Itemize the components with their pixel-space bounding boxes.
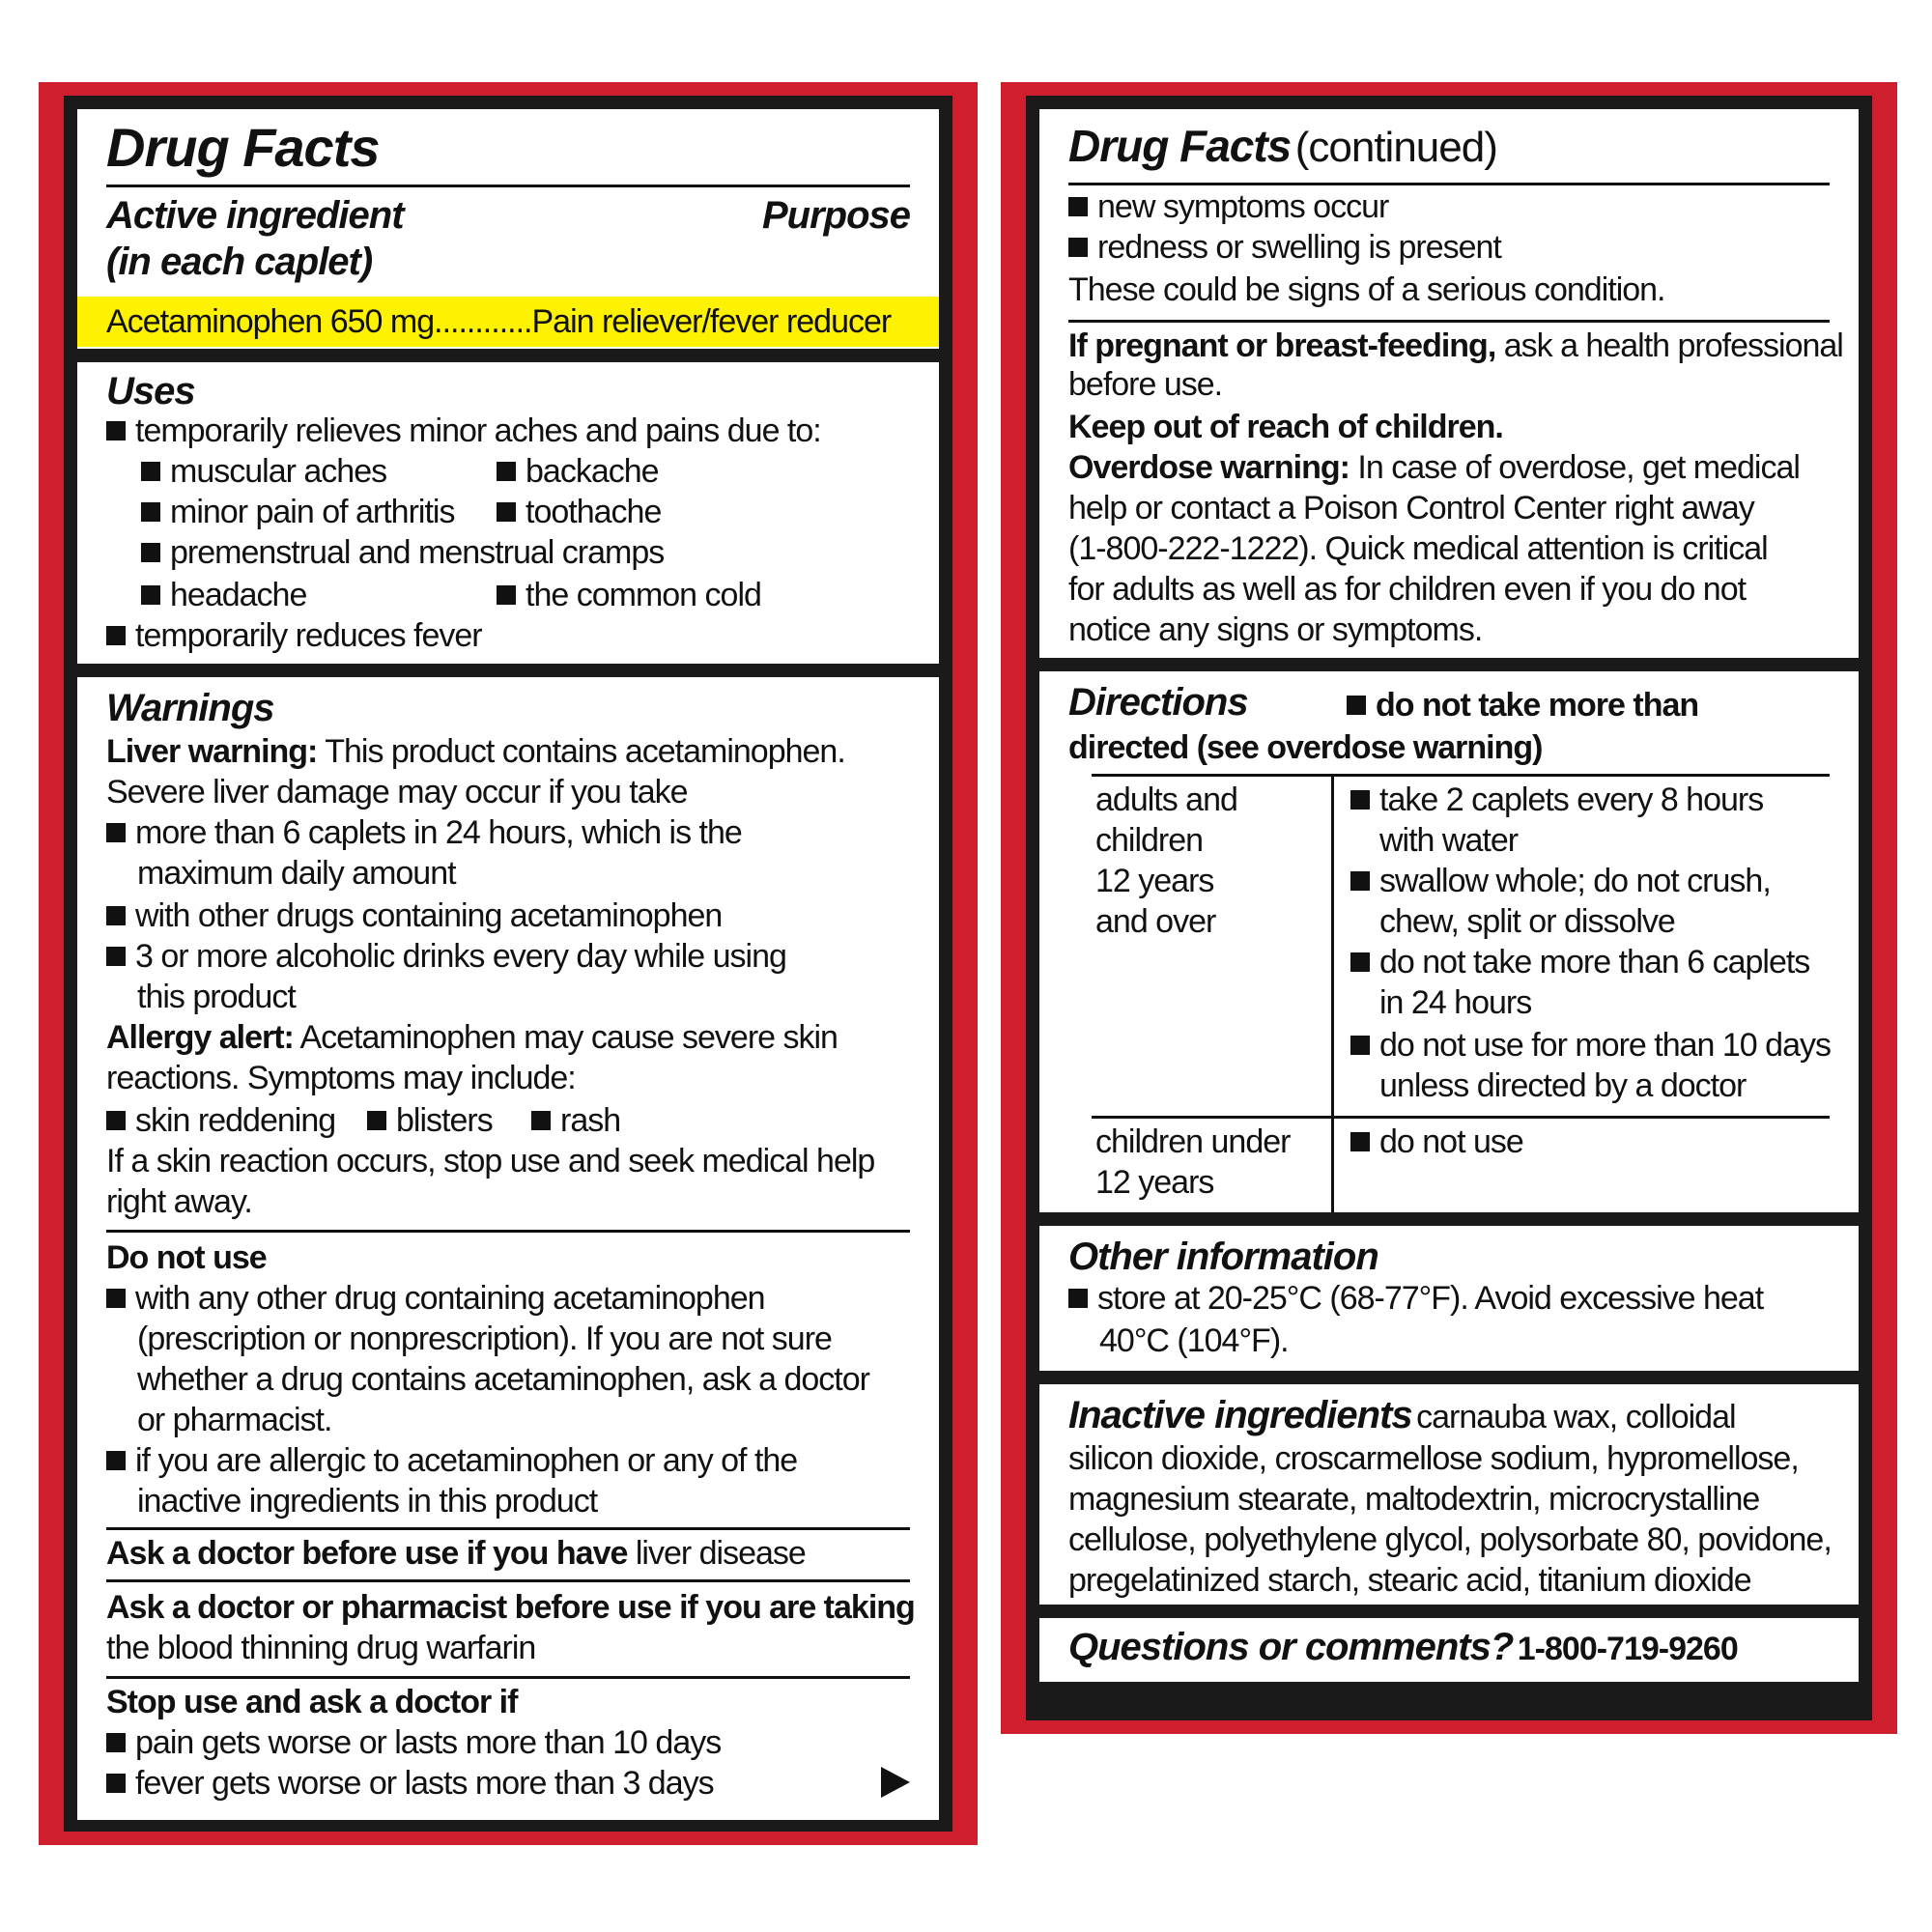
- inactive-first-line: [1068, 1392, 1736, 1438]
- row2-dir: do not use: [1350, 1122, 1523, 1162]
- allergy-text-4: right away.: [106, 1183, 252, 1220]
- do-not-use-line-1: with any other drug containing acetaminophen: [106, 1278, 765, 1319]
- directions-intro-2: directed (see overdose warning): [1068, 729, 1543, 766]
- continued-title-rule: [1068, 183, 1830, 185]
- do-not-use-line-3: whether a drug contains acetaminophen, ask a doctor: [137, 1361, 869, 1398]
- directions-table-divider: [1331, 774, 1334, 1212]
- inactive-line-4: cellulose, polyethylene glycol, polysorbate 80, povidone,: [1068, 1521, 1832, 1558]
- inactive-text-1: carnauba wax, colloidal: [1416, 1399, 1736, 1435]
- pregnant-text: ask a health professional: [1503, 327, 1843, 364]
- row1-dir-4-cont: unless directed by a doctor: [1379, 1067, 1747, 1104]
- pregnant-line: [1068, 326, 1843, 366]
- continued-section: [1039, 109, 1859, 658]
- questions-line: [1068, 1624, 1738, 1670]
- stop-use-heading: Stop use and ask a doctor if: [106, 1684, 518, 1720]
- do-not-use-line-2: (prescription or nonprescription). If you are not sure: [137, 1321, 832, 1357]
- other-info-line-1: store at 20-25°C (68-77°F). Avoid excessive heat: [1068, 1278, 1763, 1319]
- continue-arrow-icon: [881, 1767, 910, 1798]
- allergy-item-blisters: blisters: [367, 1100, 493, 1141]
- cont-text-serious: These could be signs of a serious condition.: [1068, 271, 1665, 308]
- other-info-section: [1039, 1226, 1859, 1371]
- overdose-line-5: notice any signs or symptoms.: [1068, 611, 1483, 648]
- warnings-heading: Warnings: [106, 687, 274, 729]
- left-frame: [64, 96, 952, 1832]
- use-item-muscular: muscular aches: [141, 451, 386, 492]
- pregnant-bold: If pregnant or breast-feeding,: [1068, 327, 1496, 364]
- allergy-item-rash: rash: [531, 1100, 620, 1141]
- uses-heading: Uses: [106, 370, 195, 412]
- stop-use-item-2: fever gets worse or lasts more than 3 days: [106, 1763, 714, 1804]
- liver-item-3: 3 or more alcoholic drinks every day while using: [106, 936, 786, 977]
- overdose-text-1: In case of overdose, get medical: [1357, 449, 1800, 486]
- title-rule: [106, 185, 910, 187]
- cont-item-new-symptoms: new symptoms occur: [1068, 186, 1388, 227]
- liver-warning-text: This product contains acetaminophen.: [325, 733, 845, 770]
- do-not-use-line-6: inactive ingredients in this product: [137, 1483, 598, 1520]
- use-item-toothache: toothache: [497, 492, 661, 532]
- allergy-alert-text: Acetaminophen may cause severe skin: [299, 1019, 838, 1056]
- use-item-headache: headache: [141, 575, 306, 615]
- row1-dir-2: swallow whole; do not crush,: [1350, 861, 1771, 901]
- inactive-heading: Inactive ingredients: [1068, 1394, 1412, 1436]
- warnings-section: [77, 677, 939, 1820]
- rule-pregnant: [1068, 320, 1830, 323]
- do-not-use-line-4: or pharmacist.: [137, 1402, 332, 1438]
- liver-item-3-cont: this product: [137, 979, 296, 1015]
- do-not-use-line-5: if you are allergic to acetaminophen or any of the: [106, 1440, 797, 1481]
- liver-item-1: more than 6 caplets in 24 hours, which is the: [106, 812, 742, 853]
- row1-dir-3-cont: in 24 hours: [1379, 984, 1532, 1021]
- row2-age-1: children under: [1095, 1123, 1291, 1160]
- row1-age-3: 12 years: [1095, 863, 1214, 899]
- ingredient-purpose: Pain reliever/fever reducer: [531, 303, 892, 340]
- inactive-line-2: silicon dioxide, croscarmellose sodium, hypromellose,: [1068, 1440, 1799, 1477]
- overdose-line-1: [1068, 447, 1800, 488]
- row1-dir-1: take 2 caplets every 8 hours: [1350, 780, 1763, 820]
- directions-table-mid-rule: [1092, 1116, 1830, 1119]
- ask-doctor-bold: Ask a doctor before use if you have: [106, 1535, 628, 1572]
- allergy-alert-line: [106, 1017, 838, 1058]
- use-fever: temporarily reduces fever: [106, 615, 482, 656]
- uses-intro: temporarily relieves minor aches and pains due to:: [106, 411, 821, 451]
- right-frame: [1026, 96, 1872, 1720]
- liver-warning-label: Liver warning:: [106, 733, 318, 770]
- use-item-cramps: premenstrual and menstrual cramps: [141, 532, 664, 573]
- questions-heading: Questions or comments?: [1068, 1626, 1514, 1668]
- ingredient-name: Acetaminophen 650 mg: [106, 303, 435, 340]
- directions-section: [1039, 671, 1859, 1212]
- left-panel: [39, 82, 978, 1845]
- continued-title-suffix: (continued): [1294, 124, 1497, 171]
- overdose-line-2: help or contact a Poison Control Center right away: [1068, 490, 1754, 526]
- allergy-text-2: reactions. Symptoms may include:: [106, 1060, 576, 1096]
- active-ingredient-subheading: (in each caplet): [106, 241, 373, 283]
- rule-do-not-use: [106, 1230, 910, 1233]
- liver-item-2: with other drugs containing acetaminophen: [106, 895, 722, 936]
- liver-warning-text-2: Severe liver damage may occur if you take: [106, 774, 688, 810]
- other-info-heading: Other information: [1068, 1236, 1378, 1278]
- overdose-label: Overdose warning:: [1068, 449, 1350, 486]
- stop-use-item-1: pain gets worse or lasts more than 10 days: [106, 1722, 721, 1763]
- overdose-line-4: for adults as well as for children even if you do not: [1068, 571, 1747, 608]
- row1-dir-1-cont: with water: [1379, 822, 1519, 859]
- inactive-line-3: magnesium stearate, maltodextrin, microcrystalline: [1068, 1481, 1760, 1518]
- ask-doctor-line: [106, 1533, 806, 1574]
- cont-item-redness: redness or swelling is present: [1068, 227, 1501, 268]
- active-ingredient-section: [77, 109, 939, 349]
- row1-age-4: and over: [1095, 903, 1216, 940]
- do-not-use-heading: Do not use: [106, 1239, 267, 1276]
- rule-ask-pharmacist: [106, 1579, 910, 1582]
- use-item-cold: the common cold: [497, 575, 761, 615]
- questions-section: [1039, 1618, 1859, 1682]
- row1-age-1: adults and: [1095, 781, 1237, 818]
- rule-ask-doctor: [106, 1527, 910, 1530]
- row1-dir-2-cont: chew, split or dissolve: [1379, 903, 1675, 940]
- uses-section: [77, 362, 939, 664]
- row2-age-2: 12 years: [1095, 1164, 1214, 1201]
- liver-warning-line: [106, 731, 845, 772]
- purpose-heading: Purpose: [761, 194, 910, 237]
- active-ingredient-heading: Active ingredient: [106, 194, 404, 237]
- rule-stop-use: [106, 1676, 910, 1679]
- keep-out-of-reach: Keep out of reach of children.: [1068, 409, 1503, 445]
- use-item-backache: backache: [497, 451, 659, 492]
- use-item-arthritis: minor pain of arthritis: [141, 492, 454, 532]
- directions-table-top-rule: [1092, 774, 1830, 777]
- continued-title: [1068, 121, 1497, 172]
- allergy-item-reddening: skin reddening: [106, 1100, 335, 1141]
- ingredient-line: [106, 301, 891, 342]
- ask-doctor-text: liver disease: [635, 1535, 806, 1572]
- row1-age-2: children: [1095, 822, 1204, 859]
- inactive-line-5: pregelatinized starch, stearic acid, titanium dioxide: [1068, 1562, 1751, 1599]
- row1-dir-3: do not take more than 6 caplets: [1350, 942, 1809, 982]
- continued-title-main: Drug Facts: [1068, 121, 1292, 171]
- ingredient-dots: ............: [434, 303, 532, 340]
- drug-facts-title: Drug Facts: [106, 117, 380, 178]
- inactive-ingredients-section: [1039, 1384, 1859, 1605]
- liver-item-1-cont: maximum daily amount: [137, 855, 456, 892]
- row1-dir-4: do not use for more than 10 days: [1350, 1025, 1831, 1065]
- directions-heading: Directions: [1068, 681, 1248, 724]
- other-info-line-2: 40°C (104°F).: [1099, 1322, 1289, 1359]
- pregnant-text-2: before use.: [1068, 366, 1223, 403]
- overdose-line-3: (1-800-222-1222). Quick medical attention is critical: [1068, 530, 1768, 567]
- ask-pharmacist-text: the blood thinning drug warfarin: [106, 1630, 536, 1666]
- ask-pharmacist-bold: Ask a doctor or pharmacist before use if you are taking: [106, 1589, 915, 1626]
- questions-phone: 1-800-719-9260: [1517, 1631, 1738, 1667]
- allergy-text-3: If a skin reaction occurs, stop use and seek medical help: [106, 1143, 875, 1179]
- allergy-alert-label: Allergy alert:: [106, 1019, 294, 1056]
- directions-intro-1: do not take more than: [1347, 685, 1698, 725]
- right-panel: [1001, 82, 1897, 1734]
